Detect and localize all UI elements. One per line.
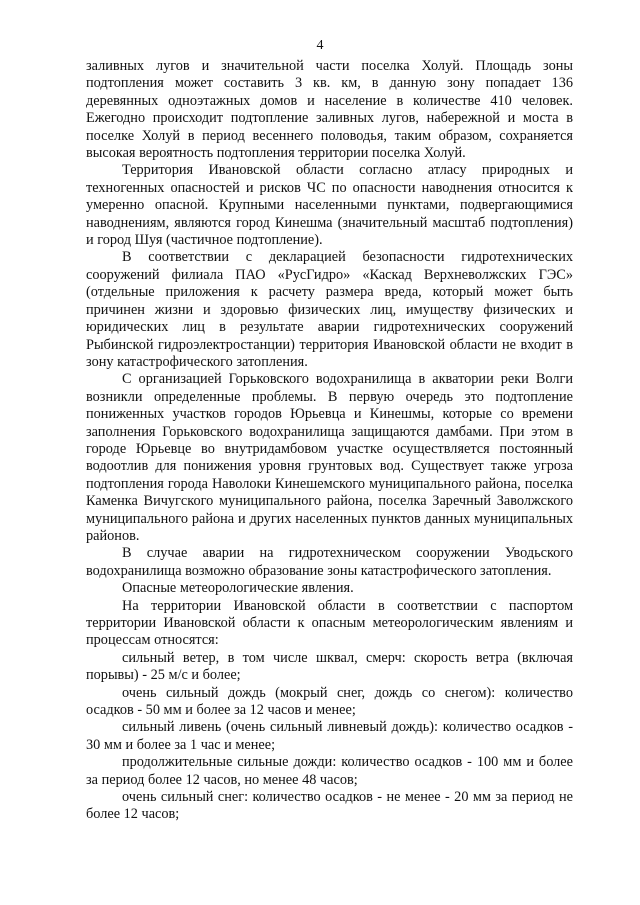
paragraph-uvod-reservoir: В случае аварии на гидротехническом сооружении Уводьского водохранилища возможно образование зоны катастрофического затопления. bbox=[86, 545, 573, 579]
document-body bbox=[86, 58, 573, 824]
page-number: 4 bbox=[316, 38, 324, 53]
paragraph-gorky-reservoir: С организацией Горьковского водохранилища в акватории реки Волги возникли определенные проблемы. В первую очередь это подтопление пониженных участков городов Юрьевца и Кинешмы, которые со времени заполнения Горьковского водохранилища защищаются дамбами. При этом в городе Юрьевце во внутридамбовом участке осуществляется постоянный водоотлив для понижения уровня грунтовых вод. Существует также угроза подтопления города Наволоки Кинешемского муниципального района, поселка Каменка Вичугского муниципального района, поселка Заречный Заволжского муниципального района и других населенных пунктов данных муниципальных районов. bbox=[86, 371, 573, 544]
list-item-heavy-rain: очень сильный дождь (мокрый снег, дождь со снегом): количество осадков - 50 мм и более за 12 часов и менее; bbox=[86, 684, 573, 719]
paragraph-flood-risk-atlas: Территория Ивановской области согласно атласу природных и техногенных опасностей и рисков ЧС по опасности наводнения относится к умеренно опасной. Крупными населенными пунктами, подвергающимися наводнениям, являются город Кинешма (значительный масштаб подтопления) и город Шуя (частичное подтопление). bbox=[86, 162, 573, 249]
list-item-prolonged-rain: продолжительные сильные дожди: количество осадков - 100 мм и более за период более 12 часов, но менее 48 часов; bbox=[86, 754, 573, 788]
list-item-downpour: сильный ливень (очень сильный ливневый дождь): количество осадков - 30 мм и более за 1 час и менее; bbox=[86, 719, 573, 753]
paragraph-meteo-heading: Опасные метеорологические явления. bbox=[122, 580, 354, 597]
list-item-strong-wind: сильный ветер, в том числе шквал, смерч: скорость ветра (включая порывы) - 25 м/с и более; bbox=[86, 649, 573, 684]
paragraph-flood-zone-kholuy: заливных лугов и значительной части поселка Холуй. Площадь зоны подтопления может составить 3 кв. км, в данную зону попадает 136 деревянных одноэтажных домов и население в количестве 410 человек. Ежегодно происходит подтопление заливных лугов, набережной и моста в поселке Холуй в период весеннего половодья, таким образом, сохраняется высокая вероятность подтопления территории поселка Холуй. bbox=[86, 58, 573, 162]
paragraph-meteo-intro: На территории Ивановской области в соответствии с паспортом территории Ивановской области к опасным метеорологическим явлениям и процессам относятся: bbox=[86, 597, 573, 649]
paragraph-rushydro-declaration: В соответствии с декларацией безопасности гидротехнических сооружений филиала ПАО «РусГидро» «Каскад Верхневолжских ГЭС» (отдельные приложения к расчету размера вреда, который может быть причинен жизни и здоровью физических лиц, имуществу физических и юридических лиц в результате аварии гидротехнических сооружений Рыбинской гидроэлектростанции) территория Ивановской области не входит в зону катастрофического затопления. bbox=[86, 249, 573, 370]
list-item-heavy-snow: очень сильный снег: количество осадков - не менее - 20 мм за период не более 12 часов; bbox=[86, 789, 573, 823]
